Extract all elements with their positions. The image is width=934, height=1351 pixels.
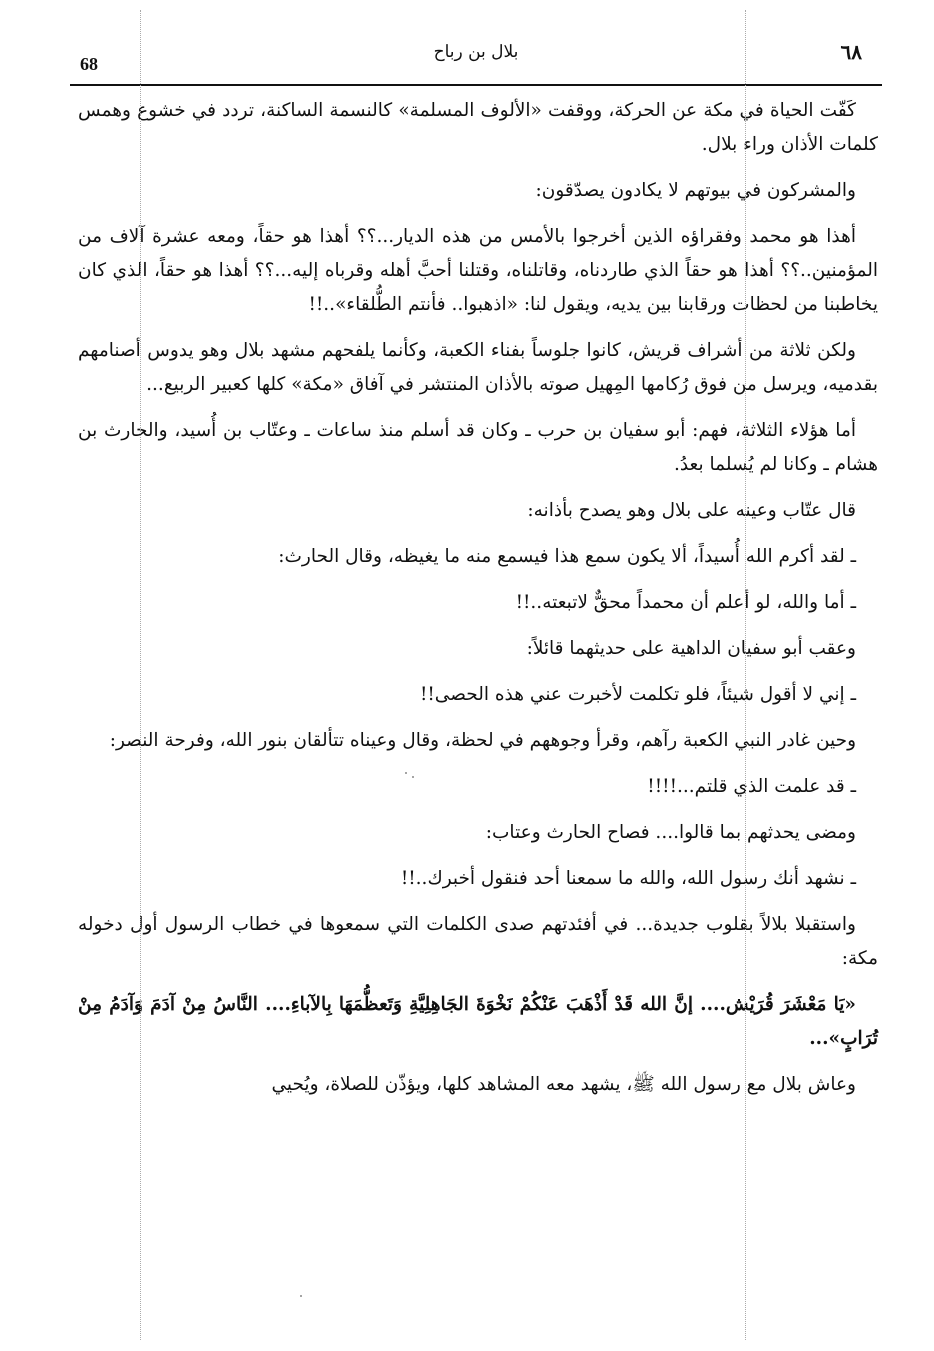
paragraph: ولكن ثلاثة من أشراف قريش، كانوا جلوساً بفناء الكعبة، وكأنما يلفحهم مشهد بلال وهو يدوس أصنامهم بقدميه، ويرسل من فوق رُكامها المِهيل صوته بالأذان المنتشر في آفاق «مكة» كلها كعبير الربيع... — [78, 340, 878, 395]
page-header — [70, 38, 882, 78]
page-number-latin: 68 — [80, 54, 98, 74]
running-title: بلال بن رباح — [433, 42, 519, 62]
scan-artifact — [140, 10, 141, 1340]
paragraph: أهذا هو محمد وفقراؤه الذين أخرجوا بالأمس من هذه الديار...؟؟ أهذا هو حقاً، ومعه عشرة آلاف من المؤمنين..؟؟ أهذا هو حقاً الذي طاردناه، وقاتلناه، وقتلنا أحبَّ أهله وقرباه إليه...؟؟ أهذا هو حقاً، الذي كان يخاطبنا من لحظات ورقابنا بين يديه، ويقول لنا: «اذهبوا.. فأنتم الطُّلقاء»..!! — [78, 226, 878, 315]
scan-speck — [405, 772, 407, 774]
dialogue-line: ـ لقد أكرم الله أُسيداً، ألا يكون سمع هذا فيسمع منه ما يغيظه، وقال الحارث: — [278, 546, 856, 567]
paragraph: وحين غادر النبي الكعبة رآهم، وقرأ وجوههم في لحظة، وقال وعيناه تتألقان بنور الله، وفرحة النصر: — [109, 730, 856, 751]
dialogue-line: ـ أما والله، لو أعلم أن محمداً محقٌّ لاتبعته..!! — [515, 592, 856, 613]
body-text — [78, 94, 878, 1114]
dialogue-line: ـ إني لا أقول شيئاً، فلو تكلمت لأخبرت عني هذه الحصى!! — [419, 684, 856, 705]
paragraph: والمشركون في بيوتهم لا يكادون يصدّقون: — [535, 180, 856, 201]
paragraph: وعقب أبو سفيان الداهية على حديثهما قائلاً: — [526, 638, 856, 659]
paragraph: وعاش بلال مع رسول الله ﷺ، يشهد معه المشاهد كلها، ويؤذّن للصلاة، ويُحيي — [271, 1074, 856, 1095]
paragraph: كَفّت الحياة في مكة عن الحركة، ووقفت «الألوف المسلمة» كالنسمة الساكنة، تردد في خشوع وهمس كلمات الأذان وراء بلال. — [78, 100, 878, 155]
scan-speck — [412, 776, 414, 778]
scan-artifact — [745, 10, 746, 1340]
dialogue-line: ـ نشهد أنك رسول الله، والله ما سمعنا أحد فنقول أخبرك..!! — [400, 868, 856, 889]
paragraph: واستقبلا بلالاً بقلوب جديدة... في أفئدتهم صدى الكلمات التي سمعوها في خطاب الرسول أول دخوله مكة: — [78, 914, 878, 969]
paragraph: ومضى يحدثهم بما قالوا.... فصاح الحارث وعتاب: — [485, 822, 856, 843]
scan-speck — [300, 1295, 302, 1297]
dialogue-line: ـ قد علمت الذي قلتم...!!!! — [647, 776, 856, 797]
page-number-arabic: ٦٨ — [840, 40, 862, 64]
paragraph: أما هؤلاء الثلاثة، فهم: أبو سفيان بن حرب ـ وكان قد أسلم منذ ساعات ـ وعتّاب بن أُسيد، والحارث بن هشام ـ وكانا لم يُسلما بعدُ. — [78, 420, 878, 475]
hadith-quote: «يَا مَعْشَرَ قُرَيْش.... إنَّ الله قَدْ أَذْهَبَ عَنْكُمْ نَخْوَةَ الجَاهِلِيَّةِ وَتَعظُّمَهَا بِالآباءِ.... النَّاسُ مِنْ آدَمَ وَآدَمُ مِنْ تُرَابٍ»... — [78, 994, 878, 1049]
header-rule — [70, 84, 882, 86]
paragraph: قال عتّاب وعينه على بلال وهو يصدح بأذانه: — [527, 500, 856, 521]
